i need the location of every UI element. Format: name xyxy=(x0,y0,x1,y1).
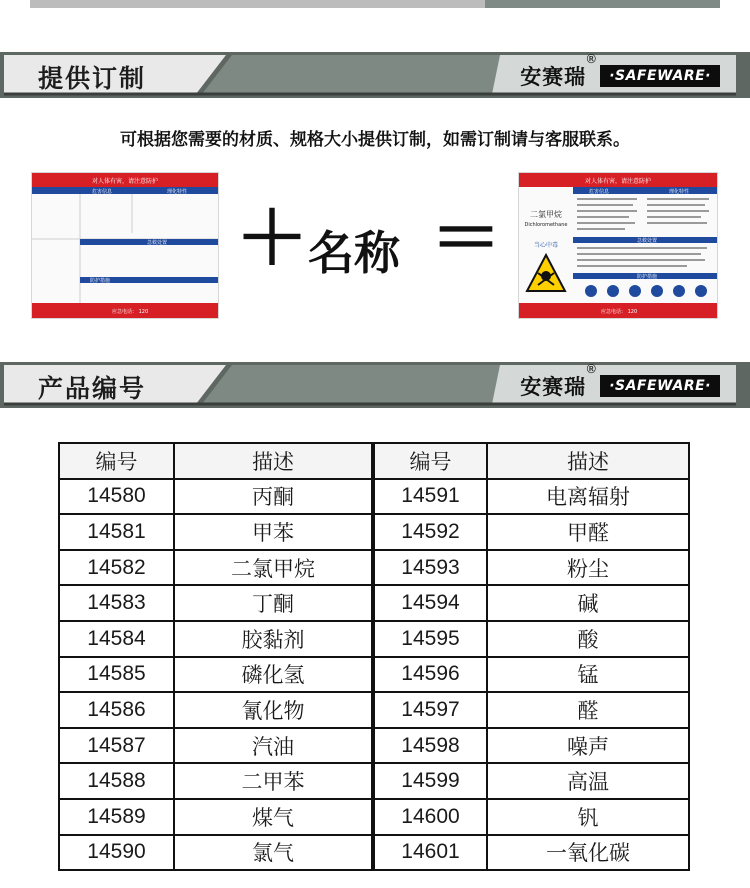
product-code-cell: 14596 xyxy=(373,657,487,693)
table-row xyxy=(59,585,689,621)
sign-footer-phone: 应急电话： 120 xyxy=(601,309,638,315)
product-code-cell: 14585 xyxy=(59,657,174,693)
product-code-cell: 14591 xyxy=(373,479,487,515)
product-code-cell: 14598 xyxy=(373,728,487,764)
blank-sign-template xyxy=(31,172,219,319)
header-code: 编号 xyxy=(373,443,487,479)
section-title: 产品编号 xyxy=(38,374,147,403)
table-row xyxy=(59,550,689,586)
filled-sign-example xyxy=(518,172,718,319)
product-description-cell: 噪声 xyxy=(487,728,689,764)
section-banner-custom xyxy=(0,50,750,100)
table-header-row xyxy=(59,443,689,479)
table-row xyxy=(59,799,689,835)
product-code-cell: 14587 xyxy=(59,728,174,764)
sign-col-left: 危害信息 xyxy=(92,189,113,195)
product-description-cell: 二氯甲烷 xyxy=(174,550,373,586)
product-description-cell: 粉尘 xyxy=(487,550,689,586)
header-description: 描述 xyxy=(174,443,373,479)
table-row xyxy=(59,514,689,550)
product-description-cell: 醛 xyxy=(487,692,689,728)
sign-col-right: 理化特性 xyxy=(669,189,690,195)
product-number-table xyxy=(58,442,688,871)
product-description-cell: 钒 xyxy=(487,799,689,835)
product-description-cell: 甲醛 xyxy=(487,514,689,550)
brand-name-en: ·SAFEWARE· xyxy=(600,65,720,87)
top-divider-dark xyxy=(485,0,720,8)
plus-symbol: ＋ xyxy=(236,196,309,280)
product-code-cell: 14597 xyxy=(373,692,487,728)
product-description-cell: 氯气 xyxy=(174,835,373,871)
product-code-cell: 14588 xyxy=(59,763,174,799)
table-row xyxy=(59,692,689,728)
product-description-cell: 高温 xyxy=(487,763,689,799)
brand-logo xyxy=(520,52,720,91)
sign-header-text: 对人体有害，请注意防护 xyxy=(584,178,652,185)
brand-name-en: ·SAFEWARE· xyxy=(600,375,720,397)
header-description: 描述 xyxy=(487,443,689,479)
product-code-cell: 14599 xyxy=(373,763,487,799)
sign-footer-phone: 应急电话： 120 xyxy=(112,309,149,315)
product-description-cell: 甲苯 xyxy=(174,514,373,550)
product-description-cell: 煤气 xyxy=(174,799,373,835)
sign-protect: 防护措施 xyxy=(90,278,111,284)
table-row xyxy=(59,763,689,799)
product-code-cell: 14595 xyxy=(373,621,487,657)
table-row xyxy=(59,657,689,693)
ppe-icons xyxy=(585,285,707,297)
table-row xyxy=(59,479,689,515)
blank-sign-graphic xyxy=(32,173,218,318)
registered-mark: ® xyxy=(585,52,599,66)
product-description-cell: 胶黏剂 xyxy=(174,621,373,657)
sign-first-aid: 急救处置 xyxy=(637,238,658,244)
sign-hazard-label: 当心中毒 xyxy=(533,242,559,249)
product-description-cell: 磷化氢 xyxy=(174,657,373,693)
product-description-cell: 碱 xyxy=(487,585,689,621)
product-code-cell: 14586 xyxy=(59,692,174,728)
product-description-cell: 一氧化碳 xyxy=(487,835,689,871)
table-row xyxy=(59,835,689,871)
product-description-cell: 二甲苯 xyxy=(174,763,373,799)
section-title: 提供订制 xyxy=(38,64,147,93)
product-code-cell: 14593 xyxy=(373,550,487,586)
product-description-cell: 锰 xyxy=(487,657,689,693)
product-code-cell: 14580 xyxy=(59,479,174,515)
registered-mark: ® xyxy=(585,362,599,376)
sign-header-text: 对人体有害，请注意防护 xyxy=(91,178,159,185)
product-code-cell: 14581 xyxy=(59,514,174,550)
product-description-cell: 酸 xyxy=(487,621,689,657)
top-divider-light xyxy=(30,0,485,8)
sign-col-left: 危害信息 xyxy=(589,189,610,195)
top-divider-strip xyxy=(30,0,720,8)
product-code-cell: 14590 xyxy=(59,835,174,871)
table-row xyxy=(59,728,689,764)
product-code-cell: 14582 xyxy=(59,550,174,586)
product-description-cell: 汽油 xyxy=(174,728,373,764)
sign-protect: 防护措施 xyxy=(637,274,658,280)
brand-name-cn: 安赛瑞 ® xyxy=(520,362,599,399)
brand-name-cn: 安赛瑞 ® xyxy=(520,52,599,89)
product-code-cell: 14600 xyxy=(373,799,487,835)
name-word: 名称 xyxy=(308,226,400,280)
product-code-cell: 14584 xyxy=(59,621,174,657)
product-description-cell: 氰化物 xyxy=(174,692,373,728)
table-row xyxy=(59,621,689,657)
product-code-cell: 14592 xyxy=(373,514,487,550)
sign-col-right: 理化特性 xyxy=(167,189,188,195)
product-code-cell: 14594 xyxy=(373,585,487,621)
product-code-cell: 14589 xyxy=(59,799,174,835)
sign-first-aid: 急救处置 xyxy=(147,240,168,246)
product-description-cell: 丙酮 xyxy=(174,479,373,515)
product-description-cell: 电离辐射 xyxy=(487,479,689,515)
custom-order-intro: 可根据您需要的材质、规格大小提供订制，如需订制请与客服联系。 xyxy=(120,130,630,150)
sign-chemical-name: 二氯甲烷 xyxy=(530,210,562,219)
product-description-cell: 丁酮 xyxy=(174,585,373,621)
section-banner-products xyxy=(0,360,750,410)
product-code-cell: 14583 xyxy=(59,585,174,621)
product-code-cell: 14601 xyxy=(373,835,487,871)
filled-sign-graphic xyxy=(519,173,717,318)
header-code: 编号 xyxy=(59,443,174,479)
sign-chemical-name-en: Dichloromethane xyxy=(524,222,568,228)
brand-logo xyxy=(520,362,720,401)
equals-symbol: ＝ xyxy=(430,196,503,280)
